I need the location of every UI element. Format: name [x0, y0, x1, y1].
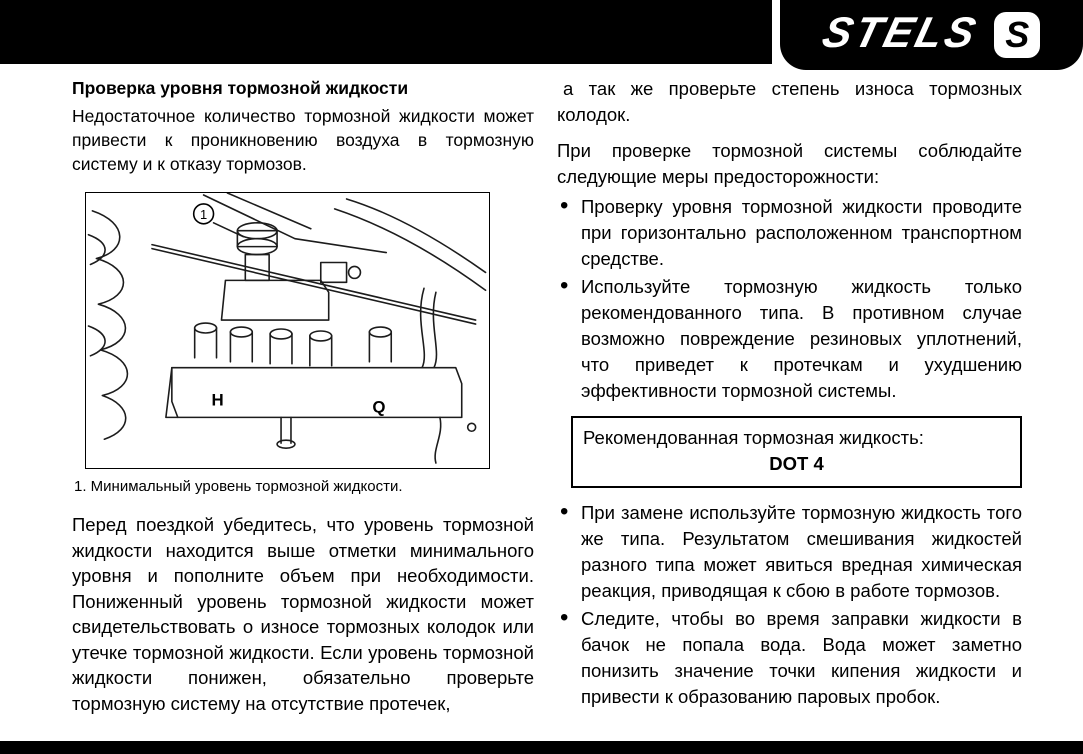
- list-item: [557, 194, 1022, 272]
- fluid-box-title: Рекомендованная тормозная жидкость:: [583, 427, 924, 448]
- figure-label-h: H: [211, 390, 224, 410]
- list-item-text: Проверку уровня тормозной жидкости проводите при горизонтально расположенном транспортном средстве.: [581, 196, 1022, 269]
- list-item: [557, 274, 1022, 404]
- list-item: [557, 500, 1022, 604]
- brand-emblem-icon: S: [994, 12, 1040, 58]
- brand-logo: [780, 0, 1083, 70]
- bottom-black-bar: [0, 741, 1083, 754]
- brake-diagram: [86, 193, 489, 468]
- left-column: [72, 78, 534, 716]
- section-heading: Проверка уровня тормозной жидкости: [72, 78, 409, 98]
- list-item-text: Используйте тормозную жидкость только рекомендованного типа. В противном случае возможно повреждение резиновых уплотнений, что приведет к протечкам и ухудшению эффективности тормозной системы.: [581, 276, 1022, 401]
- precautions-intro: При проверке тормозной системы соблюдайте следующие меры предосторожности:: [557, 140, 1022, 187]
- figure-caption: 1. Минимальный уровень тормозной жидкости.: [74, 478, 403, 495]
- right-column: [557, 76, 1022, 712]
- top-black-bar: [0, 0, 772, 64]
- recommended-fluid-box: [571, 416, 1022, 488]
- figure-frame: [85, 192, 490, 469]
- list-item-text: При замене используйте тормозную жидкость того же типа. Результатом смешивания жидкостей разного типа может явиться вредная химическая реакция, приводящая к сбою в работе тормозов.: [581, 502, 1022, 601]
- brand-wordmark: STELS: [817, 8, 983, 57]
- figure-label-q: Q: [372, 397, 386, 417]
- continuation-paragraph: а так же проверьте степень износа тормозных колодок.: [557, 78, 1022, 125]
- fluid-box-value: DOT 4: [769, 453, 824, 474]
- intro-paragraph: Недостаточное количество тормозной жидкости может привести к проникновению воздуха в тормозную систему и к отказу тормозов.: [72, 106, 534, 174]
- list-item-text: Следите, чтобы во время заправки жидкости в бачок не попала вода. Вода может заметно понизить значение точки кипения жидкости и привести к образованию паровых пробок.: [581, 608, 1022, 707]
- body-paragraph: Перед поездкой убедитесь, что уровень тормозной жидкости находится выше отметки минимального уровня и пополните объем при необходимости. Пониженный уровень тормозной жидкости может свидетельствовать о износе тормозных колодок или утечке тормозной жидкости. Если уровень тормозной жидкости понижен, обязательно проверьте тормозную систему на отсутствие протечек,: [72, 514, 534, 714]
- precaution-list-bottom: [557, 500, 1022, 710]
- figure-callout: 1: [200, 206, 208, 222]
- precaution-list-top: [557, 194, 1022, 404]
- list-item: [557, 606, 1022, 710]
